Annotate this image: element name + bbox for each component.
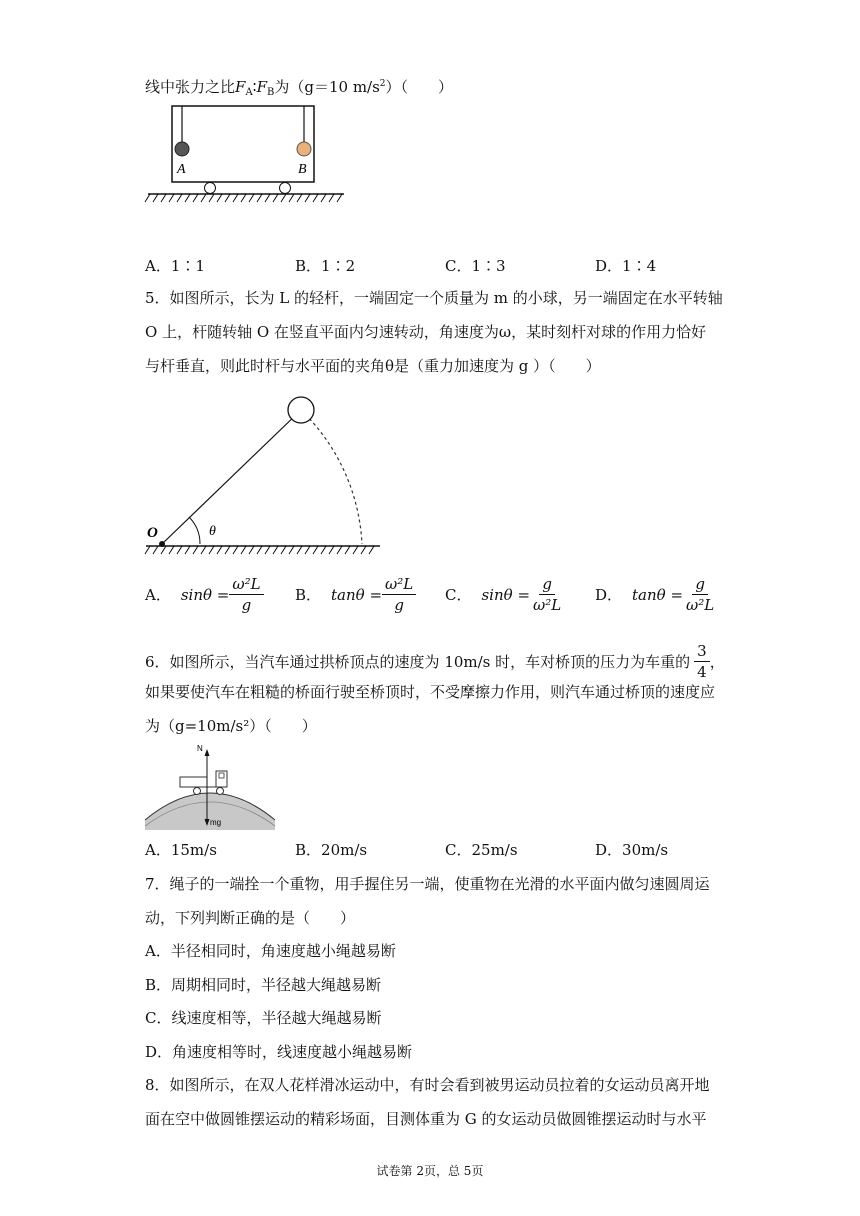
- label-o: O: [147, 525, 158, 541]
- q6-stem-line2: 如果要使汽车在粗糙的桥面行驶至桥顶时，不受摩擦力作用，则汽车通过桥顶的速度应: [145, 683, 716, 701]
- q7-stem-line1: 7．绳子的一端拴一个重物，用手握住另一端，使重物在光滑的水平面内做匀速圆周运: [145, 875, 710, 893]
- q4-cart-figure: [140, 100, 360, 210]
- q6-option-c[interactable]: C．25m/s: [445, 841, 518, 859]
- q4-option-c[interactable]: C．1∶3: [445, 257, 506, 275]
- q8-stem-line1: 8．如图所示，在双人花样滑冰运动中，有时会看到被男运动员拉着的女运动员离开地: [145, 1076, 710, 1094]
- q6-option-d[interactable]: D．30m/s: [595, 841, 669, 859]
- ball-b: [297, 142, 311, 156]
- q6-bridge-figure: [140, 738, 280, 830]
- fraction: $\frac{g}{\text{ω²L}}$: [533, 575, 562, 614]
- q6-stem-line1: 6．如图所示，当汽车通过拱桥顶点的速度为 10m/s 时，车对桥顶的压力为车重的 $\frac{3}{4}$ ，: [145, 642, 725, 681]
- label-n: N: [197, 744, 203, 753]
- q4-stem-tail: 线中张力之比$F_A∶F_B$为（g＝10 $m/s^2$）（ ）: [145, 78, 454, 98]
- q6-option-a[interactable]: A．15m/s: [145, 841, 217, 859]
- q6-stem-line3: 为（g=10m/s²）（ ）: [145, 717, 317, 735]
- label-theta: θ: [209, 524, 216, 539]
- page-footer: 试卷第 2页，总 5页: [376, 1164, 484, 1178]
- q7-option-d[interactable]: D．角速度相等时，线速度越小绳越易断: [145, 1043, 413, 1061]
- q7-option-a[interactable]: A．半径相同时，角速度越小绳越易断: [145, 942, 396, 960]
- q5-option-a[interactable]: A． sinθ = $\frac{\text{ω²L}}{g}$: [145, 574, 264, 615]
- q7-option-b[interactable]: B．周期相同时，半径越大绳越易断: [145, 976, 382, 994]
- label-a: A: [177, 162, 186, 177]
- label-mg: mg: [210, 818, 222, 827]
- q5-rod-figure: [140, 388, 390, 560]
- q5-stem-line1: 5．如图所示，长为 L 的轻杆，一端固定一个质量为 m 的小球，另一端固定在水平转轴: [145, 289, 723, 307]
- q8-stem-line2: 面在空中做圆锥摆运动的精彩场面，目测体重为 G 的女运动员做圆锥摆运动时与水平: [145, 1110, 707, 1128]
- fraction: $\frac{g}{\text{ω²L}}$: [686, 575, 715, 614]
- q5-option-c[interactable]: C． sinθ = $\frac{g}{\text{ω²L}}$: [445, 574, 564, 615]
- q5-stem-line2: O 上，杆随转轴 O 在竖直平面内匀速转动，角速度为ω，某时刻杆对球的作用力恰好: [145, 323, 707, 341]
- q4-option-b[interactable]: B．1∶2: [295, 257, 356, 275]
- q5-option-d[interactable]: D． tanθ = $\frac{g}{\text{ω²L}}$: [595, 574, 717, 615]
- q7-option-c[interactable]: C．线速度相等，半径越大绳越易断: [145, 1009, 382, 1027]
- q5-option-b[interactable]: B． tanθ = $\frac{\text{ω²L}}{g}$: [295, 574, 416, 615]
- label-b: B: [298, 162, 307, 177]
- fraction: $\frac{\text{ω²L}}{g}$: [229, 574, 263, 615]
- q4-option-a[interactable]: A．1∶1: [145, 257, 205, 275]
- q5-stem-line3: 与杆垂直，则此时杆与水平面的夹角θ是（重力加速度为 g ）（ ）: [145, 357, 601, 375]
- ball-a: [175, 142, 189, 156]
- q7-stem-line2: 动，下列判断正确的是（ ）: [145, 909, 356, 927]
- fraction: $\frac{\text{ω²L}}{g}$: [382, 574, 416, 615]
- q4-option-d[interactable]: D．1∶4: [595, 257, 657, 275]
- q6-option-b[interactable]: B．20m/s: [295, 841, 368, 859]
